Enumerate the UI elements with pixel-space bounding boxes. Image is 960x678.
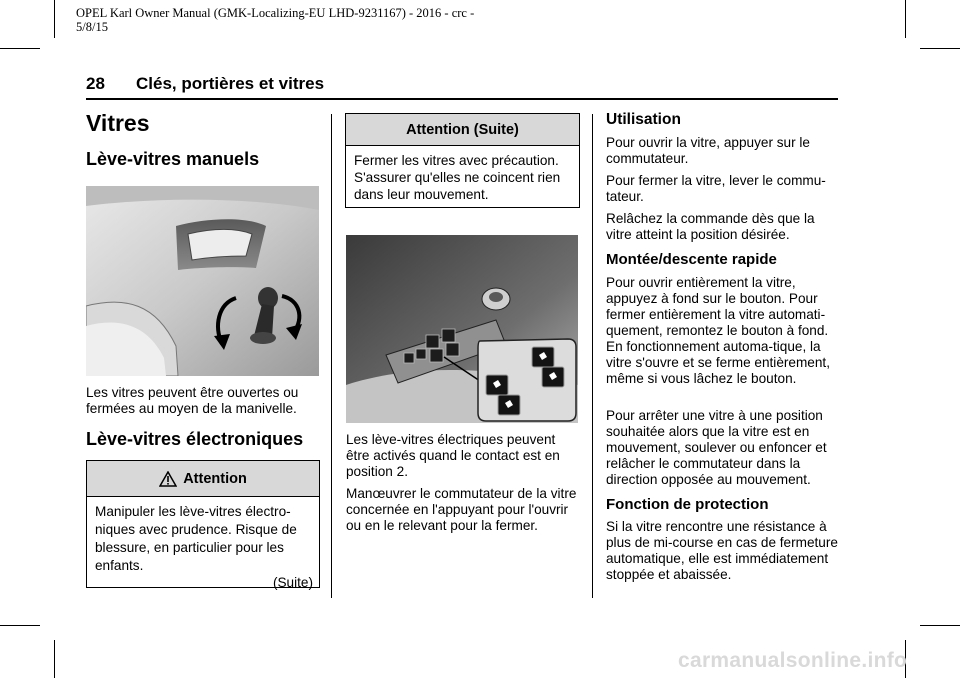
page-title: Clés, portières et vitres <box>136 74 325 93</box>
utilisation-open-text: Pour ouvrir la vitre, appuyer sur le commutateur. <box>606 135 810 166</box>
watermark: carmanualsonline.info <box>678 649 908 672</box>
power-window-switch-illustration <box>346 235 578 423</box>
warning-continued: (Suite) <box>272 575 313 590</box>
crop-mark <box>920 625 960 626</box>
page-number: 28 <box>86 74 105 93</box>
warning-title-continued: Attention (Suite) <box>406 121 519 138</box>
warning-triangle-icon <box>159 471 177 487</box>
warning-box <box>86 460 320 588</box>
crop-mark <box>0 625 40 626</box>
document-meta: OPEL Karl Owner Manual (GMK-Localizing-EU LHD-9231167) - 2016 - crc - 5/8/15 <box>76 6 475 34</box>
electric-activation-text: Les lève-vitres électriques peuvent être activés quand le contact est en position 2. <box>346 432 560 479</box>
crop-mark <box>54 0 55 38</box>
crop-mark <box>54 640 55 678</box>
utilisation-close-text: Pour fermer la vitre, lever le commu-tateur. <box>606 173 826 204</box>
warning-box-continued <box>345 113 580 208</box>
column-divider <box>592 114 593 598</box>
crop-mark <box>920 48 960 49</box>
rapid-stop-text: Pour arrêter une vitre à une position souhaitée alors que la vitre est en mouvement, soulever ou enfoncer et relâcher le commutateur dans la direction opposée au mouvement. <box>606 408 827 487</box>
subheading-electric: Lève-vitres électroniques <box>86 429 304 449</box>
warning-header <box>346 114 579 146</box>
subheading-utilisation: Utilisation <box>606 111 681 128</box>
crop-mark <box>905 0 906 38</box>
section-heading-vitres: Vitres <box>86 110 150 136</box>
protection-text: Si la vitre rencontre une résistance à plus de mi-course en cas de fermeture automatique, elle est immédiatement stoppée et abaissée. <box>606 519 838 582</box>
warning-title: Attention <box>183 470 247 487</box>
column-divider <box>331 114 332 598</box>
header-rule <box>86 98 838 100</box>
warning-header <box>87 461 319 497</box>
crop-mark <box>0 48 40 49</box>
subheading-manual: Lève-vitres manuels <box>86 149 260 169</box>
manual-text: Les vitres peuvent être ouvertes ou fermées au moyen de la manivelle. <box>86 385 299 416</box>
warning-text: Fermer les vitres avec précaution. S'assurer qu'elles ne coincent rien dans leur mouvement. <box>354 153 561 202</box>
electric-operation-text: Manœuvrer le commutateur de la vitre concernée en l'appuyant pour l'ouvrir ou en le relevant pour la fermer. <box>346 486 577 533</box>
utilisation-release-text: Relâchez la commande dès que la vitre atteint la position désirée. <box>606 211 815 242</box>
rapid-operation-text: Pour ouvrir entièrement la vitre, appuyez à fond sur le bouton. Pour fermer entièrement la vitre automati-quement, remontez le bouton à fond. En fonctionnement automa-tique, la vitre s'ouvre et se ferme entièrement, même si vous lâchez le bouton. <box>606 275 830 386</box>
warning-text: Manipuler les lève-vitres électro-niques avec prudence. Risque de blessure, en particulier pour les enfants. <box>95 504 297 573</box>
subheading-rapid: Montée/descente rapide <box>606 251 777 268</box>
subheading-protection: Fonction de protection <box>606 496 769 513</box>
manual-crank-illustration <box>86 186 319 376</box>
